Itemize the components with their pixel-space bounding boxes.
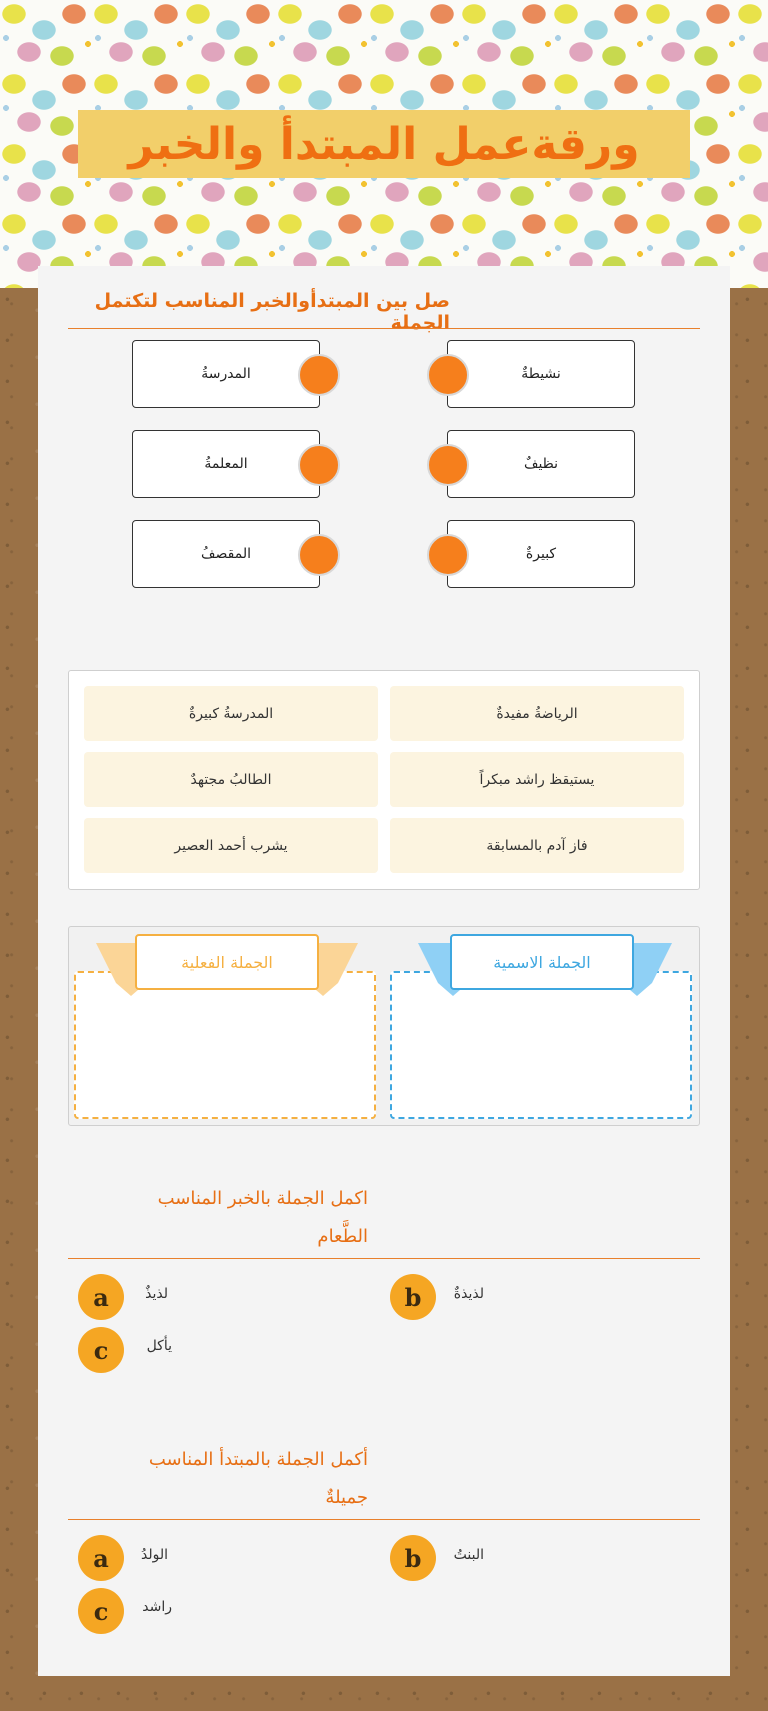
q2-option-a-text[interactable]: الولدُ [140, 1547, 168, 1563]
q2-option-c-badge[interactable]: c [78, 1588, 124, 1634]
q1-prompt-line2: الطَّعام [317, 1226, 368, 1247]
sort-chip[interactable]: يستيقظ راشد مبكراً [390, 752, 684, 807]
q1-option-a-badge[interactable]: a [78, 1274, 124, 1320]
q2-option-a-badge[interactable]: a [78, 1535, 124, 1581]
match-connector-dot[interactable] [298, 354, 340, 396]
match-connector-dot[interactable] [298, 534, 340, 576]
match-right-item[interactable] [447, 340, 635, 408]
match-right-label: نظيفٌ [523, 456, 559, 472]
match-connector-dot[interactable] [427, 444, 469, 486]
matching-divider [68, 328, 700, 329]
q1-prompt-line1: اكمل الجملة بالخبر المناسب [157, 1188, 368, 1209]
q2-prompt [68, 1441, 368, 1517]
match-right-item[interactable] [447, 520, 635, 588]
q1-option-a-text[interactable]: لذيذٌ [145, 1286, 168, 1302]
match-left-item[interactable] [132, 520, 320, 588]
q2-prompt-line2: جميلةٌ [325, 1487, 368, 1508]
match-connector-dot[interactable] [298, 444, 340, 486]
sort-chip[interactable]: الطالبُ مجتهدٌ [84, 752, 378, 807]
match-left-label: المقصفُ [201, 546, 251, 562]
q2-prompt-line1: أكمل الجملة بالمبتدأ المناسب [148, 1449, 368, 1470]
matching-title: صل بين المبتدأوالخبر المناسب لتكتمل الجملة [94, 290, 450, 334]
match-left-item[interactable] [132, 340, 320, 408]
match-right-label: نشيطةٌ [521, 366, 561, 382]
match-right-label: كبيرةٌ [525, 546, 557, 562]
page-title: ورقةعمل المبتدأ والخبر [128, 118, 640, 170]
q1-option-b-badge[interactable]: b [390, 1274, 436, 1320]
q1-divider [68, 1258, 700, 1259]
match-right-item[interactable] [447, 430, 635, 498]
q2-divider [68, 1519, 700, 1520]
q1-prompt [68, 1180, 368, 1256]
sort-chip[interactable]: المدرسةُ كبيرةٌ [84, 686, 378, 741]
match-left-label: المعلمةُ [204, 456, 248, 472]
q1-option-c-badge[interactable]: c [78, 1327, 124, 1373]
sort-chip[interactable]: يشرب أحمد العصير [84, 818, 378, 873]
match-connector-dot[interactable] [427, 534, 469, 576]
q1-option-c-text[interactable]: يأكل [146, 1338, 172, 1354]
q1-option-b-text[interactable]: لذيذةٌ [453, 1286, 484, 1302]
verbal-category-label [135, 934, 319, 990]
verbal-label-text: الجملة الفعلية [181, 952, 273, 972]
sort-chip[interactable]: الرياضةُ مفيدةٌ [390, 686, 684, 741]
q2-option-b-text[interactable]: البنتُ [453, 1547, 484, 1563]
title-banner [78, 110, 690, 178]
match-left-item[interactable] [132, 430, 320, 498]
match-left-label: المدرسةُ [201, 366, 251, 382]
nominal-category-label [450, 934, 634, 990]
match-connector-dot[interactable] [427, 354, 469, 396]
q2-option-c-text[interactable]: راشد [142, 1599, 172, 1615]
nominal-label-text: الجملة الاسمية [493, 952, 591, 972]
sort-chip[interactable]: فاز آدم بالمسابقة [390, 818, 684, 873]
q2-option-b-badge[interactable]: b [390, 1535, 436, 1581]
